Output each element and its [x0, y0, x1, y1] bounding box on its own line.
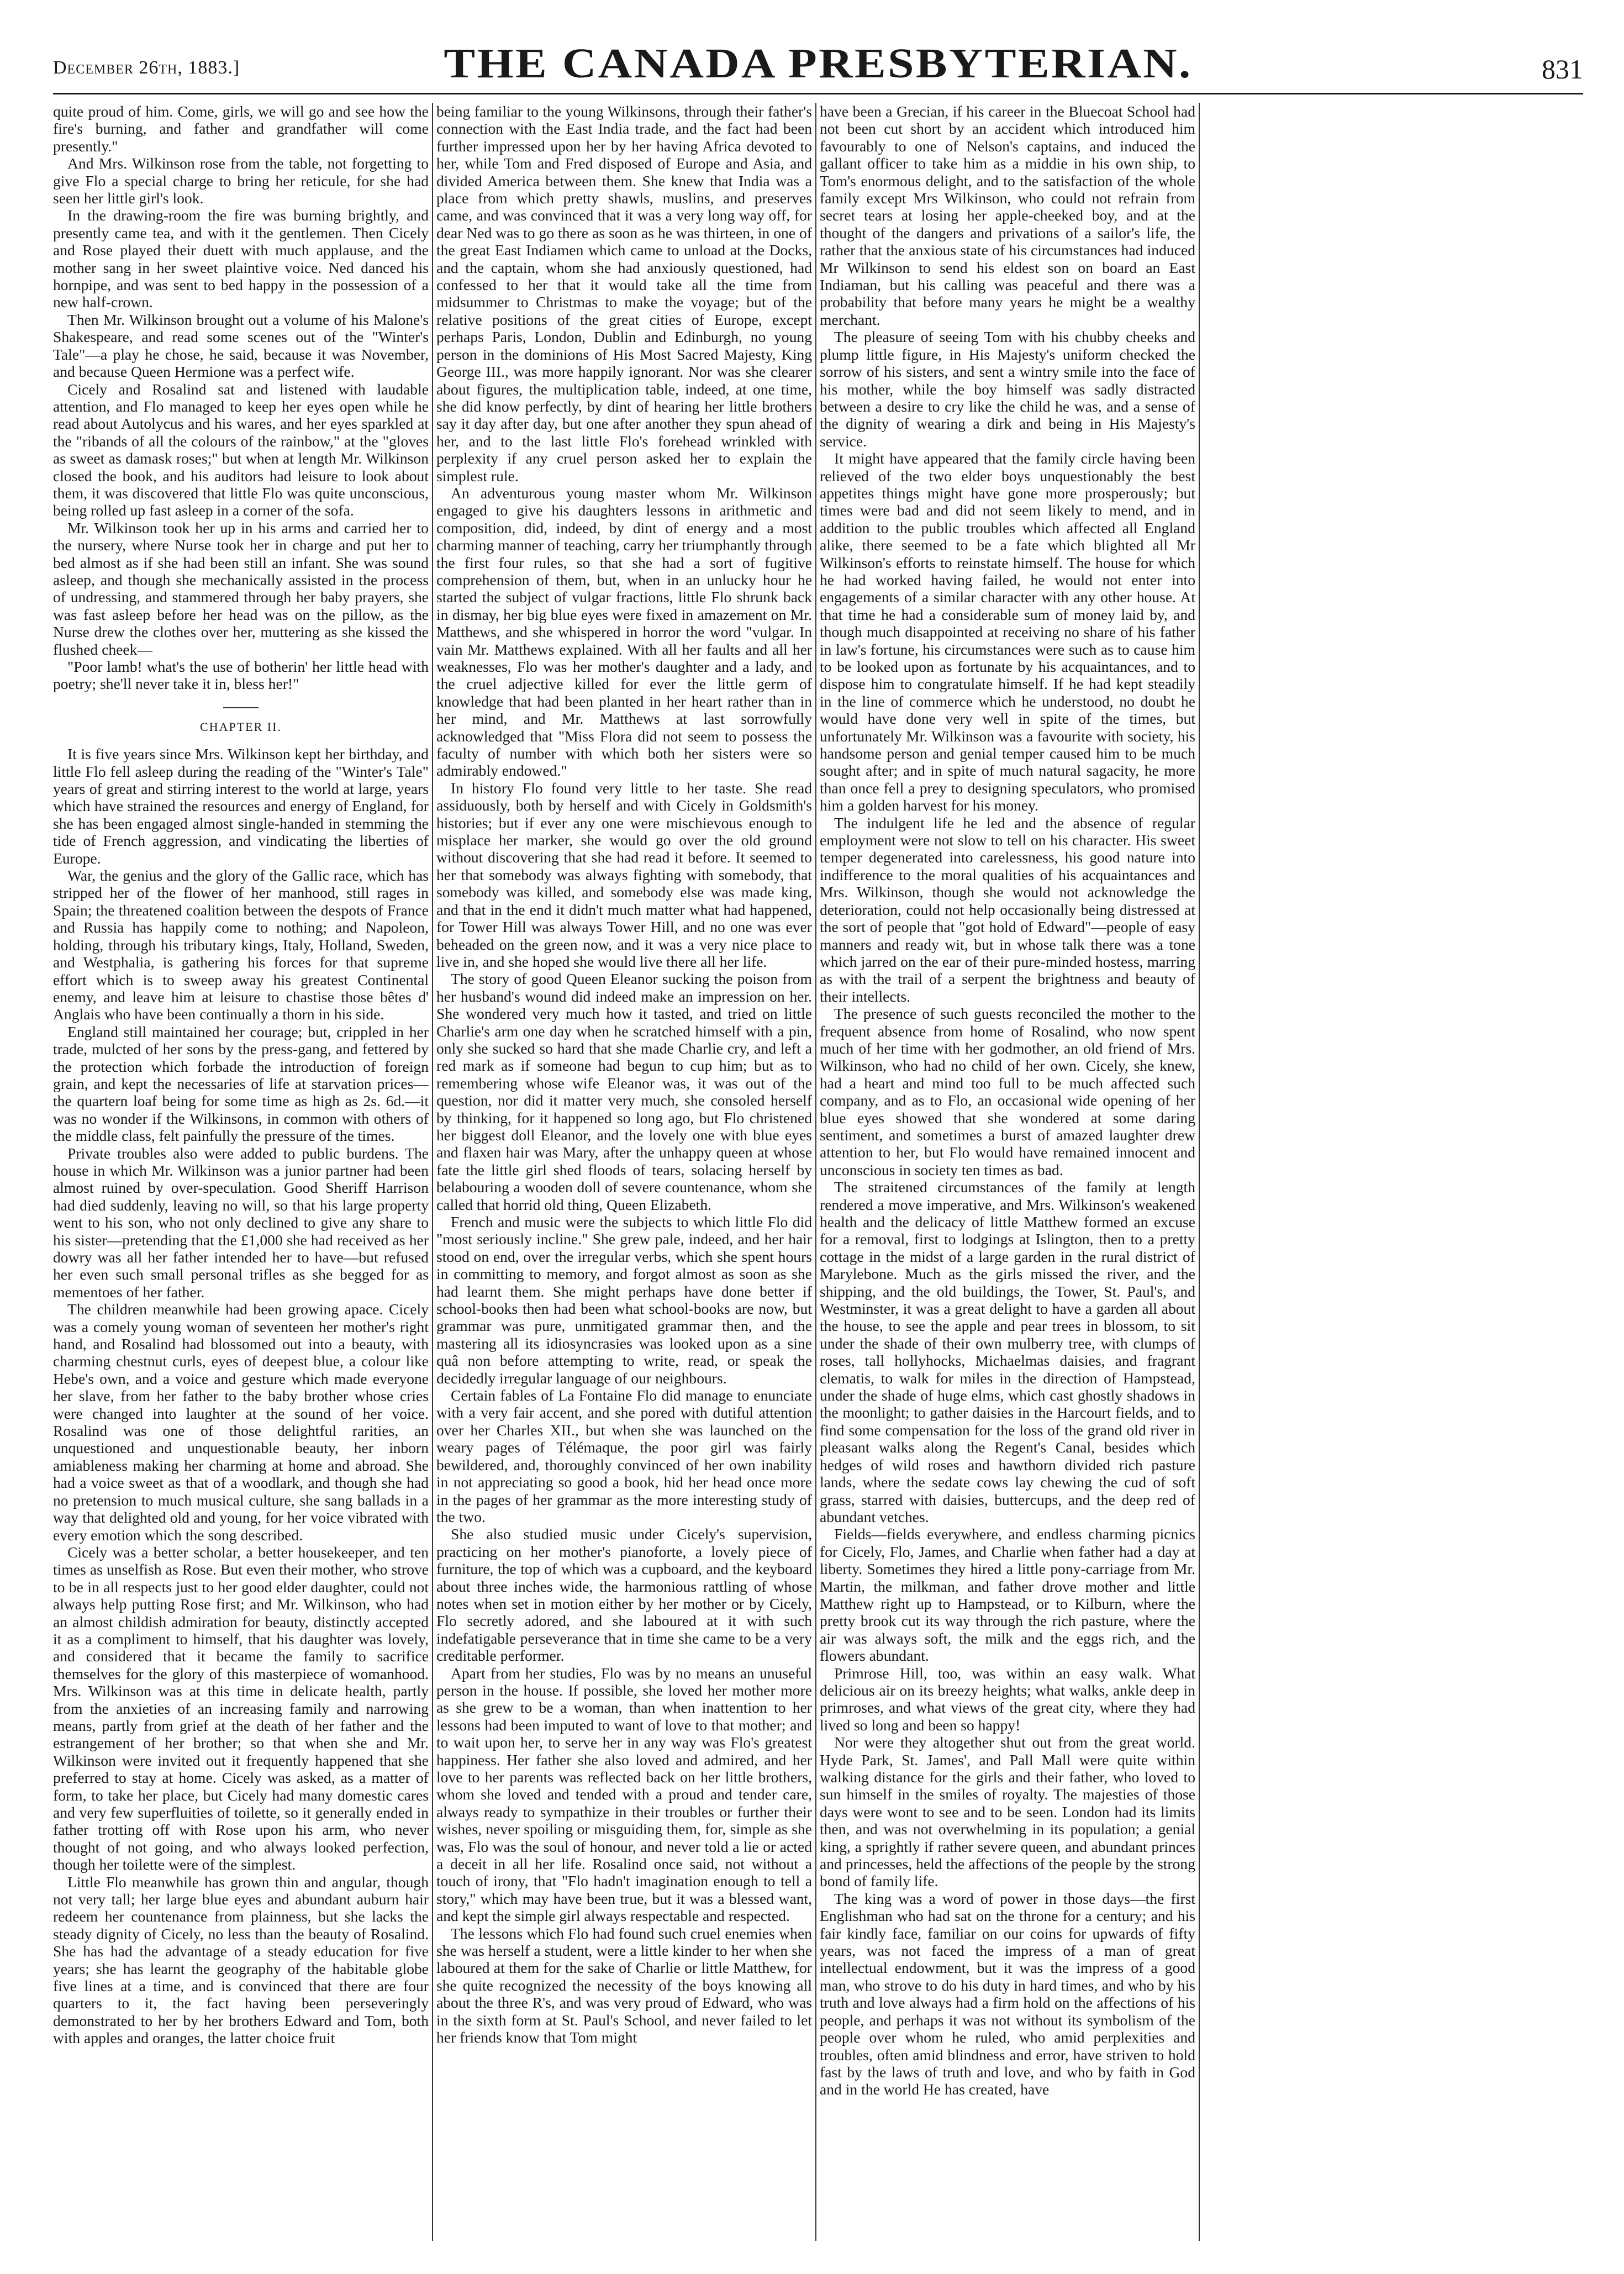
article-paragraph: Fields—fields everywhere, and endless charming picnics for Cicely, Flo, James, and Charlie when father had a day at liberty. Sometimes they hired a little pony-carriage from Mr. Martin, the milkman, and father drove mother and little Matthew right up to Hampstead, or to Kilburn, where the pretty brook cut its way through the rich pasture, where the air was always soft, the milk and the eggs rich, and the flowers abundant.: [820, 1525, 1195, 1665]
article-paragraph: have been a Grecian, if his career in the Bluecoat School had not been cut short by an accident which introduced him favourably to one of Nelson's captains, and induced the gallant officer to take him as a middie in his own ship, to Tom's enormous delight, and to the satisfaction of the whole family except Mrs Wilkinson, who could not refrain from secret tears at losing her apple-cheeked boy, and at the thought of the dangers and privations of a sailor's life, the rather that the anxious state of his circumstances had induced Mr Wilkinson to send his eldest son on board an East Indiaman, but his calling was peaceful and there was a probability that before many years he might be a wealthy merchant.: [820, 103, 1195, 328]
article-paragraph: "Poor lamb! what's the use of botherin' her little head with poetry; she'll never take it in, bless her!": [53, 658, 429, 693]
article-paragraph: French and music were the subjects to which little Flo did "most seriously incline." She grew pale, indeed, and her hair stood on end, over the irregular verbs, which she spent hours in committing to memory, and forgot almost as soon as she had learnt them. She might perhaps have done better if school-books then had been what school-books are now, but grammar was pure, unmitigated grammar then, and the mastering all its idiosyncrasies was looked upon as a sine quâ non before attempting to write, read, or speak the decidedly irregular language of our neighbours.: [436, 1213, 812, 1387]
article-paragraph: Apart from her studies, Flo was by no means an unuseful person in the house. If possible, she loved her mother more as she grew to be a woman, than when inattention to her lessons had been imputed to want of love to that mother; and to wait upon her, to serve her in any way was Flo's greatest happiness. Her father she also loved and admired, and her love to her parents was reflected back on her little brothers, whom she loved and tended with a proud and tender care, always ready to sympathize in their troubles or further their wishes, never spoiling or misguiding them, for, simple as she was, Flo was the soul of honour, and never told a lie or acted a deceit in all her life. Rosalind once said, not without a touch of irony, that "Flo hadn't imagination enough to tell a story," which may have been true, but it was a blessed want, and kept the simple girl always respectable and respected.: [436, 1664, 812, 1925]
column-4: [1203, 103, 1583, 2241]
article-paragraph: She also studied music under Cicely's supervision, practicing on her mother's pianoforte, a lovely piece of furniture, the top of which was a cupboard, and the keyboard about three inches wide, the harmonious rattling of whose notes when set in motion either by her mother or by Cicely, Flo secretly adored, and she laboured at it with such indefatigable perseverance that in time she came to be a very creditable performer.: [436, 1525, 812, 1665]
page-number: 831: [1542, 54, 1583, 85]
column-1: [53, 103, 429, 2241]
article-paragraph: quite proud of him. Come, girls, we will go and see how the fire's burning, and father and grandfather will come presently.": [53, 103, 429, 155]
masthead: [53, 36, 1583, 87]
section-rule: [223, 707, 259, 708]
article-paragraph: The indulgent life he led and the absence of regular employment were not slow to tell on his character. His sweet temper degenerated into carelessness, his good nature into indifference to the moral qualities of his acquaintances and Mrs. Wilkinson, though she would not acknowledge the deterioration, could not help occasionally being distressed at the sort of people that "got hold of Edward"—people of easy manners and ready wit, but in whose talk there was a tone which jarred on the ear of their pure-minded hostess, marring as with the trail of a serpent the brightness and beauty of their intellects.: [820, 814, 1195, 1005]
article-paragraph: Cicely and Rosalind sat and listened with laudable attention, and Flo managed to keep her eyes open while he read about Autolycus and his wares, and her eyes sparkled at the "ribands of all the colours of the rainbow," at the "gloves as sweet as damask roses;" but when at length Mr. Wilkinson closed the book, and his auditors had leisure to look about them, it was discovered that little Flo was quite unconscious, being rolled up fast asleep in a corner of the sofa.: [53, 380, 429, 519]
article-paragraph: Nor were they altogether shut out from the great world. Hyde Park, St. James', and Pall Mall were quite within walking distance for the girls and their father, who loved to sun himself in the smiles of royalty. The majesties of those days were wont to see and to be seen. London had its limits then, and was not overwhelming in its population; a genial king, a sprightly if rather severe queen, and abundant princes and princesses, held the affections of the people by the strong bond of family life.: [820, 1734, 1195, 1890]
article-paragraph: Private troubles also were added to public burdens. The house in which Mr. Wilkinson was a junior partner had been almost ruined by over-speculation. Good Sheriff Harrison had died suddenly, leaving no will, so that his large property went to his son, who not only declined to give any share to his sister—pretending that the £1,000 she had received as her dowry was all her father intended her to have—but refused her even such small personal trifles as she begged for as mementoes of her father.: [53, 1144, 429, 1301]
article-paragraph: An adventurous young master whom Mr. Wilkinson engaged to give his daughters lessons in arithmetic and composition, did, indeed, by dint of energy and a most charming manner of teaching, carry her triumphantly through the first four rules, so that she had a sort of fugitive comprehension of them, but, when in an unlucky hour he started the subject of vulgar fractions, little Flo shrunk back in dismay, her big blue eyes were fixed in amazement on Mr. Matthews, and she whispered in horror the word "vulgar. In vain Mr. Matthews explained. With all her faults and all her weaknesses, Flo was her mother's daughter and a lady, and the cruel adjective killed for ever the little germ of knowledge that had been planted in her heart rather than in her mind, and Mr. Matthews at last sorrowfully acknowledged that "Miss Flora did not seem to possess the faculty of number with which both her sisters were so admirably endowed.": [436, 484, 812, 780]
newspaper-title: THE CANADA PRESBYTERIAN.: [444, 40, 1193, 87]
article-paragraph: Cicely was a better scholar, a better housekeeper, and ten times as unselfish as Rose. But even their mother, who strove to be in all respects just to her good elder daughter, could not always help putting Rose first; and Mr. Wilkinson, who had an almost childish admiration for beauty, distinctly accepted it as a compliment to himself, that his daughter was lovely, and considered that it became the family to sacrifice themselves for the glory of this masterpiece of womanhood. Mrs. Wilkinson was at this time in delicate health, partly from the anxieties of an increasing family and narrowing means, partly from grief at the death of her father and the estrangement of her brother; so that when she and Mr. Wilkinson were invited out it frequently happened that she preferred to stay at home. Cicely was asked, as a matter of form, to take her place, but Cicely had many domestic cares and very few superfluities of toilette, so it generally ended in father trotting off with Rose upon his arm, who never thought of not going, and who always looked perfection, though her toilette were of the simplest.: [53, 1543, 429, 1873]
column-2: [436, 103, 812, 2241]
article-paragraph: The story of good Queen Eleanor sucking the poison from her husband's wound did indeed make an impression on her. She wondered very much how it tasted, and tried on little Charlie's arm one day when he scratched himself with a pin, only she sucked so hard that she made Charlie cry, and left a red mark as if someone had begun to cup him; but as to remembering whose wife Eleanor was, it was out of the question, nor did it matter very much, she consoled herself by thinking, for it happened so long ago, but Flo christened her biggest doll Eleanor, and the lovely one with blue eyes and flaxen hair was Mary, after the unhappy queen at whose fate the little girl shed floods of tears, solacing herself by belabouring a wooden doll of severe countenance, whom she called that horrid old thing, Queen Elizabeth.: [436, 970, 812, 1213]
article-paragraph: The children meanwhile had been growing apace. Cicely was a comely young woman of seventeen her mother's right hand, and Rosalind had blossomed out into a beauty, with charming chestnut curls, eyes of deepest blue, a colour like Hebe's own, and a voice and gesture which made everyone her slave, from her father to the baby brother whose cries were changed into laughter at the sound of her voice. Rosalind was one of those delightful rarities, an unquestioned and unquestionable beauty, her inborn amiableness making her charming at home and abroad. She had a voice sweet as that of a woodlark, and though she had no pretension to much musical culture, she sang ballads in a way that delighted old and young, for her voice vibrated with every emotion which the song described.: [53, 1301, 429, 1544]
column-divider: [1199, 103, 1200, 2241]
article-paragraph: The lessons which Flo had found such cruel enemies when she was herself a student, were a little kinder to her when she laboured at them for the sake of Charlie or little Matthew, for she quite recognized the necessity of the boys knowing all about the three R's, and was very proud of Edward, who was in the sixth form at St. Paul's School, and never failed to let her friends know that Tom might: [436, 1924, 812, 2046]
article-paragraph: The pleasure of seeing Tom with his chubby cheeks and plump little figure, in His Majesty's uniform checked the sorrow of his sisters, and sent a wintry smile into the face of his mother, while the boy himself was sadly distracted between a desire to cry like the child he was, and a sense of the dignity of wearing a dirk and being in His Majesty's service.: [820, 328, 1195, 450]
article-paragraph: War, the genius and the glory of the Gallic race, which has stripped her of the flower of her manhood, still rages in Spain; the threatened coalition between the despots of France and Russia has happily come to nothing; and Napoleon, holding, through his tributary kings, Italy, Holland, Sweden, and Westphalia, is gathering his forces for that supreme effort which is to sweep away his greatest Continental enemy, and leave him at leisure to chastise those bêtes d' Anglais who have been continually a thorn in his side.: [53, 867, 429, 1023]
column-3: [820, 103, 1195, 2241]
article-paragraph: The presence of such guests reconciled the mother to the frequent absence from home of Rosalind, who now spent much of her time with her godmother, an old friend of Mrs. Wilkinson, who had no child of her own. Cicely, she knew, had a heart and mind too full to be much affected such company, and as to Flo, an occasional wide opening of her blue eyes showed that she wondered at some daring sentiment, and sometimes a burst of amazed laughter drew attention to her, but Flo would have remained innocent and unconscious in society ten times as bad.: [820, 1005, 1195, 1178]
article-paragraph: Mr. Wilkinson took her up in his arms and carried her to the nursery, where Nurse took her in charge and put her to bed almost as if she had been still an infant. She was sound asleep, and though she mechanically assisted in the process of undressing, and stammered through her baby prayers, she was fast asleep before her head was on the pillow, as the Nurse drew the clothes over her, muttering as she kissed the flushed cheek—: [53, 519, 429, 658]
article-paragraph: Primrose Hill, too, was within an easy walk. What delicious air on its breezy heights; what walks, ankle deep in primroses, and what views of the great city, where they had lived so long and been so happy!: [820, 1664, 1195, 1734]
article-paragraph: Little Flo meanwhile has grown thin and angular, though not very tall; her large blue eyes and abundant auburn hair redeem her countenance from plainness, but she lacks the steady dignity of Cicely, no less than the beauty of Rosalind. She has had the advantage of a steady education for five years; she has learnt the geography of the habitable globe five lines at a time, and is convinced that there are four quarters to it, the fact having been perseveringly demonstrated to her by her brothers Edward and Tom, both with apples and oranges, the latter choice fruit: [53, 1873, 429, 2047]
column-divider: [432, 103, 433, 2241]
article-paragraph: being familiar to the young Wilkinsons, through their father's connection with the East India trade, and the fact had been further impressed upon her by her having Africa devoted to her, while Tom and Fred disposed of Europe and Asia, and divided America between them. She knew that India was a place from which pretty shawls, muslins, and preserves came, and was convinced that it was a very long way off, for dear Ned was to go there as soon as he was thirteen, in one of the great East Indiamen which came to unload at the Docks, and the captain, whom she had anxiously questioned, had confessed to her that it would take all the time from midsummer to Christmas to make the voyage; but of the relative positions of the great cities of Europe, except perhaps Paris, London, Dublin and Edinburgh, no young person in the dominions of His Most Sacred Majesty, King George III., was more happily ignorant. Nor was she clearer about figures, the multiplication table, indeed, at one time, she did know perfectly, by dint of hearing her little brothers say it day after day, but one after another they spun ahead of her, and to the last little Flo's forehead wrinkled with perplexity if any cruel person asked her to explain the simplest rule.: [436, 103, 812, 485]
article-paragraph: And Mrs. Wilkinson rose from the table, not forgetting to give Flo a special charge to bring her reticule, for she had seen her little girl's look.: [53, 155, 429, 207]
article-paragraph: Then Mr. Wilkinson brought out a volume of his Malone's Shakespeare, and read some scenes out of the "Winter's Tale"—a play he chose, he said, because it was November, and because Queen Hermione was a perfect wife.: [53, 310, 429, 381]
article-paragraph: England still maintained her courage; but, crippled in her trade, mulcted of her sons by the press-gang, and fettered by the protection which forbade the introduction of foreign grain, and kept the necessaries of life at starvation prices—the quartern loaf being for some time as high as 2s. 6d.—it was no wonder if the Wilkinsons, in common with others of the middle class, felt painfully the pressure of the times.: [53, 1023, 429, 1145]
article-paragraph: The king was a word of power in those days—the first Englishman who had sat on the throne for a century; and his fair kindly face, familiar on our coins for upwards of fifty years, was not faced the impress of a man of great intellectual endowment, but it was the impress of a good man, who strove to do his duty in hard times, and who by his truth and love always had a firm hold on the affections of his people, and perhaps it was not without its symbolism of the people over whom he ruled, who amid perplexities and troubles, often amid blindness and error, have striven to hold fast by the laws of truth and love, and who by faith in God and in the world He has created, have: [820, 1889, 1195, 2098]
article-paragraph: It is five years since Mrs. Wilkinson kept her birthday, and little Flo fell asleep during the reading of the "Winter's Tale" years of great and stirring interest to the world at large, years which have strained the resources and energy of England, for she has been engaged almost single-handed in stemming the tide of French aggression, and vindicating the liberties of Europe.: [53, 745, 429, 867]
chapter-heading: CHAPTER II.: [53, 707, 429, 735]
column-divider: [815, 103, 816, 2241]
issue-date: December 26th, 1883.]: [53, 57, 240, 78]
article-paragraph: In the drawing-room the fire was burning brightly, and presently came tea, and with it the gentlemen. Then Cicely and Rose played their duett with much applause, and the mother sang in her sweet plaintive voice. Ned danced his hornpipe, and was sent to bed happy in the possession of a new half-crown.: [53, 207, 429, 311]
article-paragraph: In history Flo found very little to her taste. She read assiduously, both by herself and with Cicely in Goldsmith's histories; but if ever any one were mischievous enough to misplace her marker, she would go over the old ground without discovering that she had read it before. It seemed to her that somebody was always fighting with somebody, that somebody was killed, and somebody else was made king, and that in the end it didn't much matter what had happened, for Tower Hill was always Tower Hill, and no one was ever beheaded on the green now, and it was a very nice place to live in, and she hoped she would live there all her life.: [436, 779, 812, 970]
article-paragraph: Certain fables of La Fontaine Flo did manage to enunciate with a very fair accent, and she pored with dutiful attention over her Charles XII., but when she was launched on the weary pages of Télémaque, the poor girl was fairly bewildered, and, thoroughly convinced of her own inability in not appreciating so good a book, hid her head once more in the pages of her grammar as the more interesting study of the two.: [436, 1387, 812, 1525]
header-rule: [53, 93, 1583, 94]
article-paragraph: It might have appeared that the family circle having been relieved of the two elder boys unquestionably the best appetites things might have gone more prosperously; but times were bad and did not seem likely to mend, and in addition to the public troubles which affected all England alike, there seemed to be a fate which blighted all Mr Wilkinson's efforts to reinstate himself. The house for which he had worked having failed, he would not enter into engagements of a similar character with any other house. At that time he had a considerable sum of money laid by, and though much disappointed at receiving no share of his father in law's fortune, his circumstances were such as to cause him to be looked upon as fortunate by his acquaintances, and to dispose him to congratulate himself. If he had kept steadily in the line of commerce which he understood, no doubt he would have done very well in spite of the times, but unfortunately Mr. Wilkinson was a favourite with society, his handsome person and genial temper caused him to be much sought after; and in spite of much natural sagacity, he more than once fell a prey to designing speculators, who promised him a golden harvest for his money.: [820, 450, 1195, 814]
article-paragraph: The straitened circumstances of the family at length rendered a move imperative, and Mrs. Wilkinson's weakened health and the delicacy of little Matthew formed an excuse for a removal, first to lodgings at Islington, then to a pretty cottage in the midst of a large garden in the rural district of Marylebone. Much as the girls missed the river, and the shipping, and the old buildings, the Tower, St. Paul's, and Westminster, it was a great delight to have a garden all about the house, to see the apple and pear trees in blossom, to sit under the shade of their own mulberry tree, with clumps of roses, tall hollyhocks, Michaelmas daisies, and fragrant clematis, to walk for miles in the direction of Hampstead, under the shade of huge elms, which cast ghostly shadows in the moonlight; to gather daisies in the Harcourt fields, and to find some compensation for the loss of the grand old river in pleasant walks along the Regent's Canal, besides which hedges of wild roses and hawthorn divided rich pasture lands, where the sedate cows lay chewing the cud of soft grass, starred with daisies, buttercups, and the deep red of abundant vetches.: [820, 1178, 1195, 1525]
